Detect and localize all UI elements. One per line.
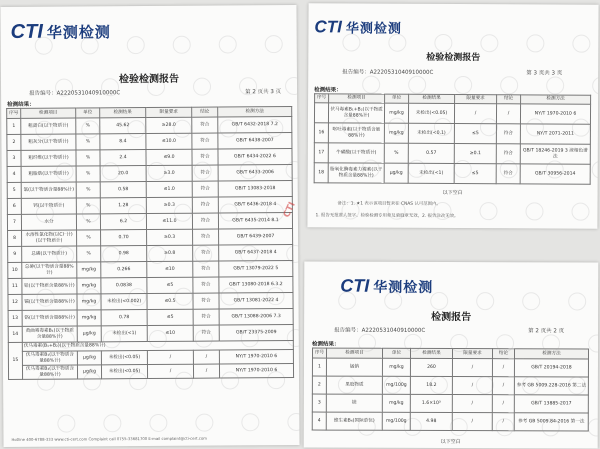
table-cell: 脂氧化酶毒素力霉素(以干物质含量88%计) [328,163,384,183]
watermark-seal-icon [285,77,299,95]
table-cell: 18 [314,163,328,183]
table-cell: 未检出(<0.05) [408,103,454,123]
table-cell: 4 [312,412,326,430]
report-number: 报告编号：A2220531040910000C [29,90,121,97]
table-cell: GB/T 13081-2022 4 [219,293,293,310]
page-number: 第 3 页共 3 页 [526,70,563,77]
table-cell: μg/kg [77,365,101,379]
table-cell: ≤5 [454,164,496,184]
table-cell: ≥0.3 [146,197,192,213]
table-cell: 20.0 [100,166,146,182]
table-cell: 单位 [382,348,410,358]
table-cell: GB/T 20194-2018 [514,359,588,377]
table-cell: GB/T 6436-2018 4 [218,197,292,214]
table-cell: / [492,413,514,431]
table-cell: 符合 [193,261,219,277]
table-cell: 伏马毒素B₁(以干物质含量88%计) [22,351,77,365]
watermark-seal-icon [592,77,598,95]
table-cell: 符合 [192,165,218,181]
table-cell: GB/T 13079-2022 5 [219,261,293,278]
table-cell: 6.2 [100,214,146,230]
table-cell: μg/kg [77,326,101,342]
test-report-page [304,261,599,448]
table-cell [314,103,328,123]
table-cell: % [77,230,101,246]
watermark-seal-icon [129,372,147,390]
table-cell: GB/T 18246-2019 3 液相色谱法 [520,144,590,164]
table-cell: GB/T 13080-2018 6.3.2 [219,277,293,294]
watermark-seal-icon [267,371,285,389]
table-cell: % [384,143,408,163]
report-number: 报告编号：A2220531040910000C [334,327,426,334]
table-cell: 14 [8,326,22,342]
table-cell: ≥0.1 [454,144,496,164]
table-cell: 镉(以干物质含量88%计) [22,294,77,310]
watermark-seal-icon [104,414,122,432]
section-label: 检测结果： [314,87,342,94]
table-cell: mg/kg [384,123,408,143]
table-cell: GB/T 6438-2007 [218,133,292,150]
table-cell: 未检出(<1) [408,163,454,183]
table-cell: 序号 [315,94,329,103]
table-cell: NY/T 2071-2011 [520,124,590,144]
table-cell: 符合 [496,164,520,184]
table-cell: 未检出(<0.05) [101,351,147,365]
watermark-seal-icon [572,203,590,221]
table-cell: 铬(以干物质含量88%计) [22,310,77,326]
table-cell: 8.4 [100,134,146,150]
table-cell: % [76,214,100,230]
watermark-seal-icon [219,35,237,53]
watermark-seal-icon [173,36,191,54]
table-cell: 参考 GB 5009.84-2016 第一法 [514,413,588,431]
table-cell: 4.98 [410,412,452,430]
end-mark: 以下空白 [440,438,461,446]
report-title: 检验检测报告 [118,73,180,86]
table-cell: mg/100g [382,412,410,430]
remark-line: 备注：1. ★1 表示该项目暂未在 CNAS 认可范围内。 [337,201,441,207]
table-cell: 检测项目 [21,108,76,118]
table-cell: 氯(以干物质含量88%计) [21,182,76,198]
table-cell: mg/kg [77,294,101,310]
table-cell: μg/kg [77,351,101,365]
section-label: 检测结果： [7,101,35,108]
table-cell: 11 [8,278,22,294]
table-cell: 9 [8,246,22,262]
watermark-seal-icon [546,76,564,94]
table-cell: ≤5 [454,124,496,144]
table-cell: 检测方法 [514,349,588,359]
table-cell: 2.4 [100,150,146,166]
table-cell: / [496,104,520,124]
table-cell: / [492,377,514,395]
table-cell: 总砷(以干物质含量88%计) [22,262,77,278]
table-cell: 0.78 [101,310,147,326]
cti-logo [314,17,402,37]
table-cell: 未检出(<0.05) [101,365,147,379]
table-cell: mg/kg [382,358,410,376]
table-cell: NY/T 1970-2010 6 [219,364,293,379]
section-label: 检测结果： [312,341,340,348]
table-cell: % [76,182,100,198]
table-cell: mg/100g [382,376,410,394]
table-cell: ≥28.0 [146,117,192,133]
table-cell: NY/T 1970-2010 6 [219,350,293,365]
report-title: 检测报告 [431,311,472,324]
table-cell: 序号 [312,348,326,358]
table-cell: 符合 [193,229,219,245]
table-cell: 6 [7,198,21,214]
logo-cn-text: 华测检测 [373,279,434,296]
watermark-seal-icon [588,418,598,436]
table-cell: 2 [312,376,326,394]
table-cell: 镁 [326,394,382,412]
statement-line: 1. 报告无批准人签字、检验检测专用章及骑缝章无效。2. 报告涂改无效。 [315,213,459,220]
watermark-seal-icon [286,161,300,179]
table-cell: / [452,359,492,377]
table-cell: μg/kg [384,163,408,183]
table-cell: ≥3.0 [146,165,192,181]
table-cell: ≤11.0 [146,213,192,229]
table-cell: 45.62 [100,118,146,134]
report-number: 报告编号：A2220531040910000C [342,69,434,76]
watermark-seal-icon [588,334,598,352]
watermark-seal-icon [127,36,145,54]
table-cell: 1 [312,358,326,376]
table-cell: 符合 [193,293,219,309]
table-cell: 符合 [192,117,218,133]
table-cell: 检测方法 [521,95,591,104]
table-cell: / [193,364,219,378]
table-row [312,394,588,413]
watermark-seal-icon [265,35,283,53]
table-cell: 检测结果 [410,348,452,358]
table-cell: 限量要求 [455,95,497,104]
table-cell: / [454,104,496,124]
table-cell: ≤0.5 [147,293,193,309]
watermark-seal-icon [221,371,239,389]
table-row [7,181,292,199]
table-cell: GB/T 6435-2014 8.1 [218,213,292,230]
table-cell: 单位 [76,108,100,118]
table-cell: % [76,118,100,134]
table-cell: 水溶性氯化物(以Cl⁻计)(以干物质计) [22,230,77,246]
table-cell: 符合 [192,133,218,149]
table-cell: 结论 [497,95,521,104]
table-cell: 4 [7,166,21,182]
table-cell: 10 [8,262,22,278]
table-cell: 结论 [492,349,514,359]
table-cell: 1.28 [100,198,146,214]
table-cell: 16 [314,123,328,143]
table-cell: ≥0.8 [147,245,193,261]
table-cell: mg/kg [384,103,408,123]
table-cell: / [193,350,219,364]
table-cell: 果胶物质 [326,376,382,394]
watermark-seal-icon [287,329,300,347]
table-cell: GB/T 6439-2007 [219,229,293,246]
table-cell: 7 [7,214,21,230]
table-cell: 未检出(<0.002) [101,294,147,310]
end-mark: 以下空白 [442,189,463,197]
table-cell: GB/T 13885-2017 [514,395,588,413]
table-cell: 伏马毒素B₁+B₂(以干物质含量88%计) [328,103,384,123]
table-cell: 检测项目 [326,348,382,358]
table-cell: 17 [314,143,328,163]
table-cell: / [452,395,492,413]
table-cell: 粗脂肪(以干物质计) [21,166,76,182]
watermark-seal-icon [37,373,55,391]
logo-cn-text: 华测检测 [46,23,111,42]
table-cell: mg/kg [77,262,101,278]
watermark-seal-icon [526,202,544,220]
table-cell: 未检出(<0.1) [408,123,454,143]
table-cell: 锰钠 [326,358,382,376]
table-cell: 0.266 [101,262,147,278]
table-cell: 检测方法 [218,107,292,118]
page-footer: Hotline 400-6788-333 www.cti-cert.com Complaint call 0755-33681700 E-mail complaint@cti-cert.com [11,435,207,442]
table-cell: % [76,166,100,182]
table-cell: GB/T 6433-2006 [218,165,292,182]
table-cell: ≤5 [147,277,193,293]
watermark-seal-icon [454,76,472,94]
table-cell: % [77,246,101,262]
table-cell: % [76,150,100,166]
table-cell: 检测结果 [100,108,146,118]
table-cell: 粗蛋白(以干物质计) [21,118,76,134]
page-number: 第 2 页共 2 页 [528,328,565,335]
table-cell: 260 [410,358,452,376]
report-meta [342,67,562,76]
table-cell: 符合 [496,124,520,144]
table-cell: 3 [7,150,21,166]
table-cell: GB/T 23375-2009 [219,325,293,342]
table-cell: mg/kg [77,278,101,294]
table-row [8,309,293,327]
logo-cn-text: 华测检测 [345,21,402,37]
watermark-seal-icon [542,418,560,436]
table-cell: 限量要求 [452,349,492,359]
table-cell: 符合 [192,213,218,229]
seal-stamp: CTI [282,200,298,220]
table-cell: ≤9.0 [146,149,192,165]
table-cell: ≤5 [147,309,193,325]
table-cell: 呕吐毒素(以干物质含量88%计) [328,123,384,143]
watermark-seal-icon [450,418,468,436]
logo-cti-text: CTI [314,17,342,37]
table-cell: 符合 [193,325,219,341]
table-cell: 限量要求 [146,107,192,117]
watermark-seal-icon [35,37,53,55]
table-cell: ≤10 [147,261,193,277]
table-cell: 0.98 [101,246,147,262]
table-cell: 总磷(以干物质计) [22,246,77,262]
table-cell: 维生素B₆(国际单位) [326,412,382,430]
table-cell: 符合 [496,144,520,164]
table-cell: ≤10 [147,325,193,341]
table-cell: 伏马毒素(B₁+B₂)(以干物质含量88%计) [22,341,293,352]
watermark-seal-icon [81,36,99,54]
table-cell: 符合 [192,181,218,197]
table-cell: / [452,413,492,431]
table-cell: 1 [7,118,21,134]
table-cell: % [76,198,100,214]
table-cell: 黄曲霉毒素B₁(以干物质含量88%计) [22,326,77,342]
table-cell: NY/T 1970-2010 6 [520,104,590,124]
table-cell: 单位 [385,94,409,103]
watermark-seal-icon [175,372,193,390]
table-row [312,358,588,377]
table-cell: 牛磺酸(以干物质计) [328,143,384,163]
table-cell: 符合 [192,197,218,213]
table-cell: 3 [312,394,326,412]
table-cell: GB/T 6437-2018 4 [219,245,293,262]
table-cell: mg/kg [382,394,410,412]
watermark-seal-icon [288,413,300,431]
table-cell: / [147,364,193,378]
watermark-seal-icon [362,76,380,94]
table-cell: / [147,350,193,364]
table-cell: 15 [8,342,22,379]
table-cell: 0.57 [408,143,454,163]
table-cell: 2 [7,134,21,150]
logo-cti-text: CTI [340,275,370,296]
table-cell: 0.70 [101,230,147,246]
table-cell: 粗灰分(以干物质计) [21,134,76,150]
report-title: 检验检测报告 [426,52,481,64]
table-cell: 符合 [192,149,218,165]
watermark-seal-icon [404,418,422,436]
report-page-3 [307,3,598,229]
table-cell: 5 [7,182,21,198]
page-number: 第 2 页共 3 页 [245,89,282,96]
table-cell: 13 [8,310,22,326]
table-cell: ≤10.0 [146,133,192,149]
table-cell: 参考 GB 5009.228-2016 第二法 [514,377,588,395]
watermark-seal-icon [83,372,101,390]
table-cell: 符合 [193,245,219,261]
watermark-seal-icon [286,245,299,263]
table-cell: mg/kg [77,310,101,326]
table-cell: 0.58 [100,182,146,198]
table-cell: % [76,134,100,150]
table-cell: 结论 [192,107,218,117]
watermark-seal-icon [58,415,76,433]
watermark-seal-icon [358,418,376,436]
table-cell: 未检出(<1) [101,326,147,342]
table-cell: 铅(以干物质含量88%计) [22,278,77,294]
watermark-seal-icon [496,418,514,436]
table-cell: GB/T 13088-2006 7.3 [219,309,293,326]
table-cell: 伏马毒素B₂(以干物质含量88%计) [22,365,77,379]
table-cell: GB/T 6432-2018 7.2 [218,117,292,134]
table-cell: 粗纤维(以干物质计) [21,150,76,166]
watermark-seal-icon [500,76,518,94]
table-cell: / [492,395,514,413]
logo-cti-text: CTI [10,20,43,43]
table-row [8,229,293,247]
watermark-seal-icon [150,414,168,432]
table-cell: 钙(以干物质计) [21,198,76,214]
table-cell: 检测结果 [409,94,455,103]
table-cell: 符合 [193,277,219,293]
table-cell: 符合 [193,309,219,325]
watermark-seal-icon [480,202,498,220]
table-cell: 水分 [21,214,76,230]
watermark-seal-icon [408,76,426,94]
table-cell: ≥0.3 [147,229,193,245]
table-cell: 序号 [7,108,21,118]
table-cell: GB/T 13083-2018 [218,181,292,198]
table-cell: GB/T 6434-2022 6 [218,149,292,166]
table-cell: ≤1.0 [146,181,192,197]
watermark-seal-icon [196,414,214,432]
table-cell: 12 [8,294,22,310]
table-cell: 0.0838 [101,278,147,294]
table-cell: / [492,359,514,377]
table-cell: GB/T 30956-2014 [520,164,590,184]
report-page-2 [0,5,299,447]
table-cell: 18.2 [410,376,452,394]
table-cell: 8 [8,230,22,246]
watermark-seal-icon [242,413,260,431]
watermark-seal-icon [592,161,599,179]
table-cell: / [452,377,492,395]
table-cell: 检测项目 [329,94,385,103]
table-cell: 1.6×10³ [410,394,452,412]
